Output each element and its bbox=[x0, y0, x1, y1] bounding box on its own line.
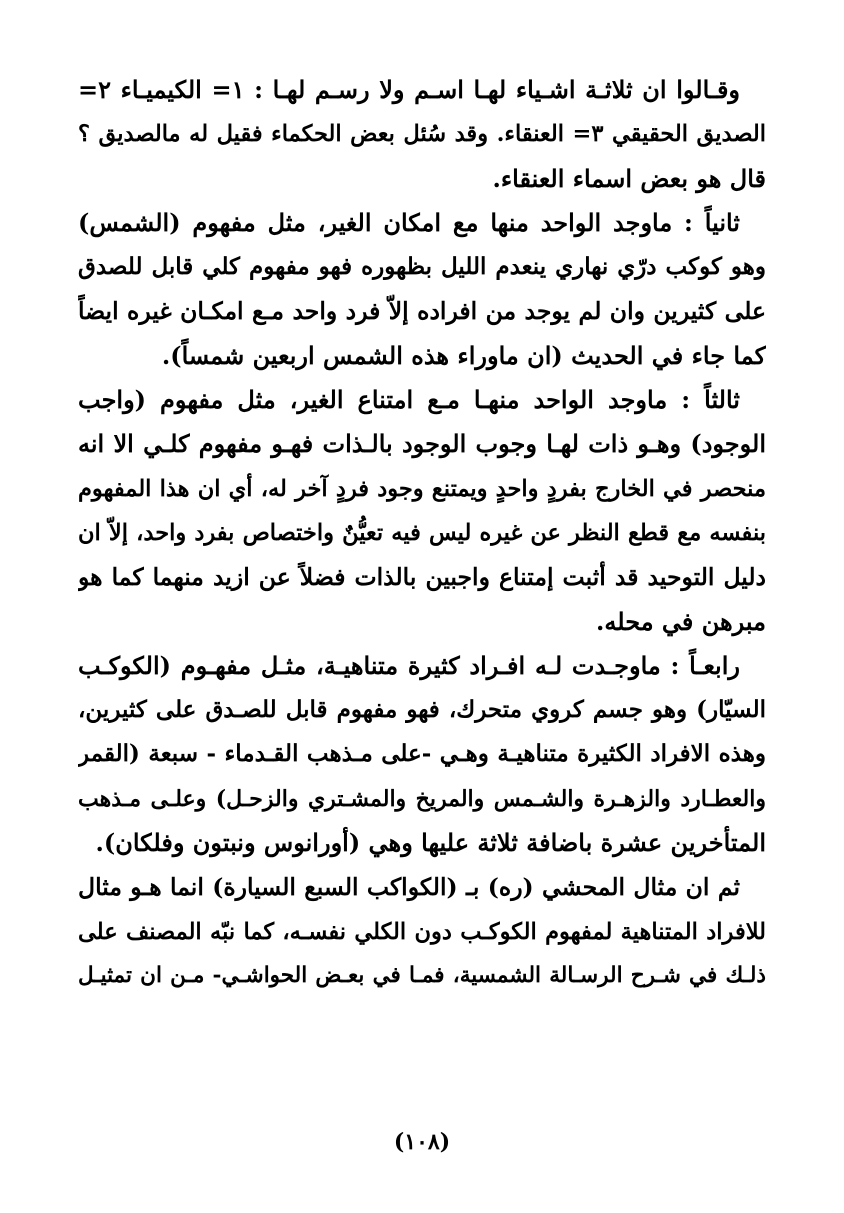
paragraph bbox=[78, 201, 766, 378]
body-text bbox=[78, 68, 766, 998]
paragraph bbox=[78, 644, 766, 865]
text-line: المتأخرين عشرة باضافة ثلاثة عليها وهي (أورانوس ونبتون وفلكان). bbox=[95, 828, 766, 858]
paragraph bbox=[78, 68, 766, 201]
text-line: وهذه الافراد الكثيرة متناهيـة وهـي -على مـذهب القـدماء - سبعة (القمر bbox=[78, 740, 766, 768]
text-line: للافراد المتناهية لمفهوم الكوكـب دون الكلي نفسـه، كما نبّه المصنف على bbox=[78, 918, 766, 945]
text-line: مبرهن في محله. bbox=[596, 606, 766, 636]
text-line: ذلـك في شـرح الرسـالة الشمسية، فمـا في بعـض الحواشـي- مـن ان تمثيـل bbox=[78, 962, 766, 988]
text-line: ثم ان مثال المحشي (ره) بـ (الكواكب السبع السيارة) انما هـو مثال bbox=[78, 873, 740, 902]
text-line: الوجود) وهـو ذات لهـا وجوب الوجود بالـذات فهـو مفهوم كلـي الا انه bbox=[78, 429, 766, 459]
text-line: منحصر في الخارج بفردٍ واحدٍ ويمتنع وجود فردٍ آخر له، أي ان هذا المفهوم bbox=[78, 475, 766, 502]
page-number: (١٠٨) bbox=[393, 1129, 451, 1155]
text-line: قال هو بعض اسماء العنقاء. bbox=[492, 163, 766, 193]
text-line: وهو كوكب درّي نهاري ينعدم الليل بظهوره فهو مفهوم كلي قابل للصدق bbox=[78, 253, 766, 281]
text-line: دليل التوحيد قد أثبت إمتناع واجبين بالذات فضلاً عن ازيد منهما كما هو bbox=[78, 563, 766, 592]
text-line: وقـالوا ان ثلاثـة اشـياء لهـا اسـم ولا رسـم لهـا : ١= الكيميـاء ٢= bbox=[78, 75, 741, 104]
text-line: والعطـارد والزهـرة والشـمس والمريخ والمشـتري والزحـل) وعلـى مـذهب bbox=[78, 785, 766, 812]
paragraph bbox=[78, 378, 766, 644]
text-line: على كثيرين وان لم يوجد من افراده إلاّ فرد واحد مـع امكـان غيره ايضاً bbox=[78, 297, 766, 326]
paragraph bbox=[78, 865, 766, 998]
text-line: ثانياً : ماوجد الواحد منها مع امكان الغير، مثل مفهوم (الشمس) bbox=[78, 207, 740, 237]
text-line: السيّار) وهو جسم كروي متحرك، فهو مفهوم قابل للصـدق على كثيرين، bbox=[78, 696, 766, 724]
text-line: كما جاء في الحديث (ان ماوراء هذه الشمس اربعين شمساً). bbox=[161, 340, 766, 370]
text-line: رابعـاً : ماوجـدت لـه افـراد كثيرة متناهيـة، مثـل مفهـوم (الكوكـب bbox=[78, 650, 740, 680]
text-line: الصديق الحقيقي ٣= العنقاء. وقد سُئل بعض الحكماء فقيل له مالصديق ؟ bbox=[78, 121, 766, 148]
text-line: بنفسه مع قطع النظر عن غيره ليس فيه تعيُّنٌ واختصاص بفرد واحد، إلاّ ان bbox=[78, 519, 766, 546]
text-line: ثالثاً : ماوجد الواحد منهـا مـع امتناع الغير، مثل مفهوم (واجب bbox=[78, 385, 740, 415]
